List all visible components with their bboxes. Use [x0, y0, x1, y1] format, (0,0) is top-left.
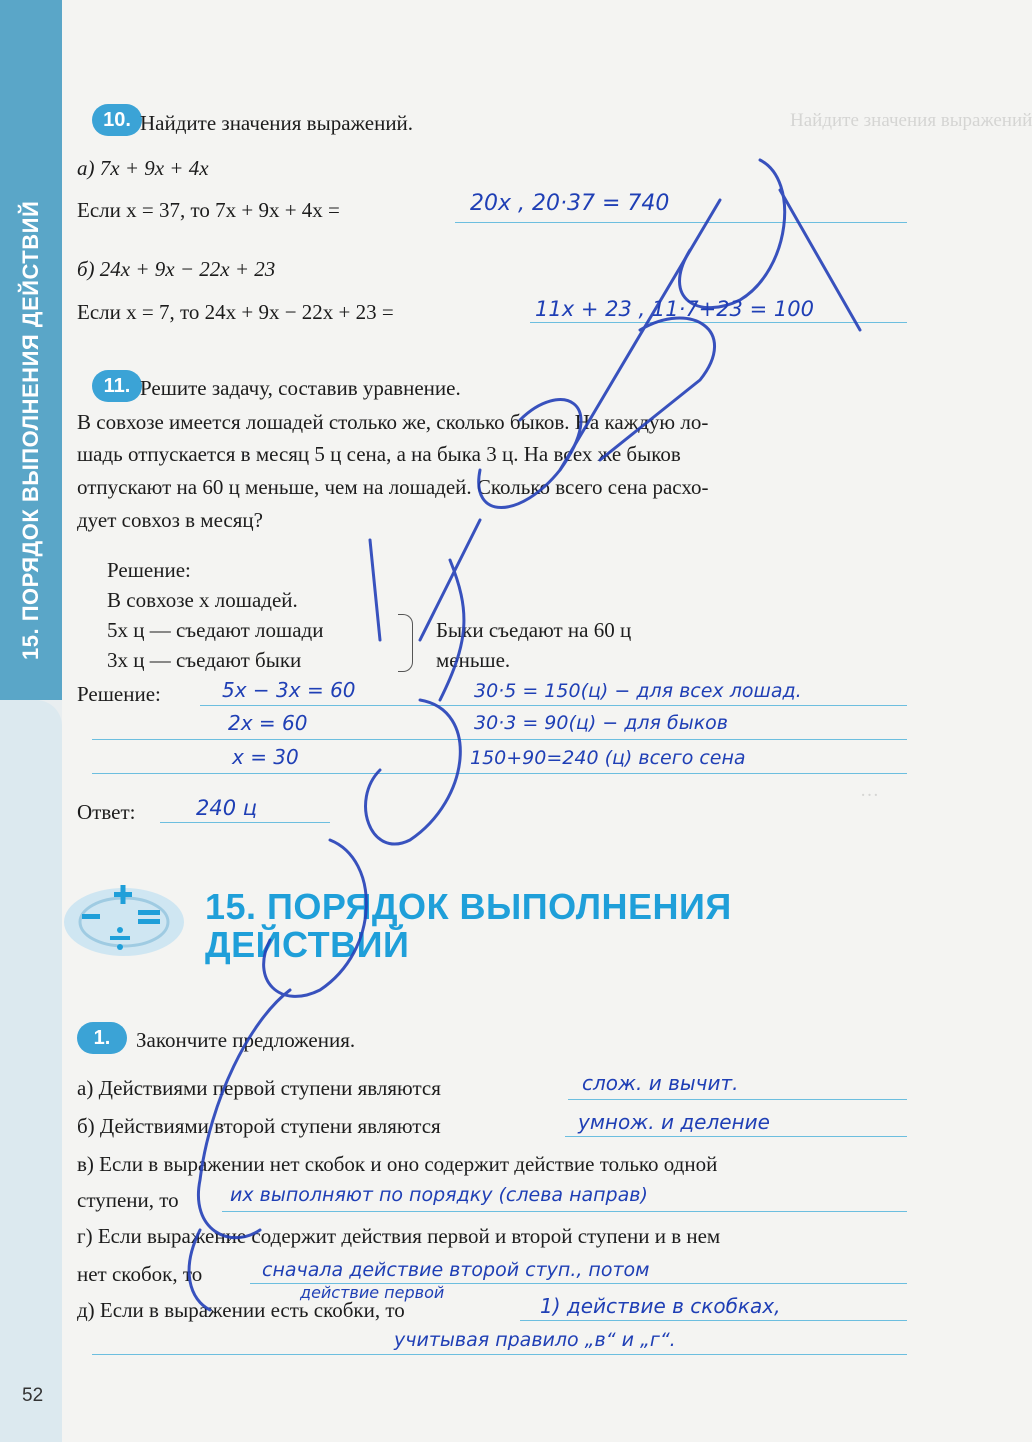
handwritten-equation: 2x = 60 — [228, 711, 308, 735]
answer-line — [222, 1211, 907, 1212]
handwritten-calculation: 150+90=240 (ц) всего сена — [470, 747, 746, 769]
task-number-badge: 11. — [92, 370, 142, 402]
expression-b: б) 24x + 9x − 22x + 23 — [77, 257, 276, 281]
brace-note: Быки съедают на 60 ц — [436, 618, 632, 642]
handwritten-answer: сначала действие второй ступ., потом — [262, 1259, 650, 1281]
handwritten-answer: слож. и вычит. — [582, 1071, 739, 1095]
page-number: 52 — [22, 1385, 44, 1406]
sentence-line: а) Действиями первой ступени являются — [77, 1076, 441, 1100]
sentence-line: г) Если выражение содержит действия первой и второй ступени и в нем — [77, 1224, 721, 1248]
problem-text-line: шадь отпускается в месяц 5 ц сена, а на быка 3 ц. На всех же быков — [77, 442, 681, 466]
section-title: 15. ПОРЯДОК ВЫПОЛНЕНИЯ — [205, 886, 732, 927]
task-number-badge: 1. — [77, 1022, 127, 1054]
answer-line — [455, 222, 907, 223]
answer-line — [565, 1136, 907, 1137]
sentence-line: нет скобок, то — [77, 1262, 203, 1286]
brace-note: меньше. — [436, 648, 511, 672]
section-title: ДЕЙСТВИЙ — [205, 924, 410, 965]
handwritten-answer: 1) действие в скобках, — [540, 1294, 781, 1318]
task-heading: Найдите значения выражений. — [140, 111, 414, 135]
solution-label: Решение: — [107, 558, 191, 582]
handwritten-equation: x = 30 — [232, 745, 299, 769]
handwritten-answer: 20x , 20·37 = 740 — [470, 191, 670, 216]
answer-line — [200, 705, 907, 706]
handwritten-answer: 11x + 23 , 11·7+23 = 100 — [535, 297, 814, 321]
answer-line — [568, 1099, 907, 1100]
bleed-through: Найдите значения выражений — [790, 110, 1032, 131]
answer-label: Ответ: — [77, 800, 136, 824]
bleed-through: … — [860, 780, 879, 801]
answer-line — [92, 739, 907, 740]
condition-b: Если x = 7, то 24x + 9x − 22x + 23 = — [77, 300, 394, 324]
condition-a: Если x = 37, то 7x + 9x + 4x = — [77, 198, 340, 222]
answer-line — [160, 822, 330, 823]
solution-line: 3x ц — съедают быки — [107, 648, 302, 672]
answer-line — [530, 322, 907, 323]
handwritten-answer: учитывая правило „в“ и „г“. — [394, 1329, 676, 1351]
sentence-line: ступени, то — [77, 1188, 179, 1212]
handwritten-calculation: 30·3 = 90(ц) − для быков — [474, 712, 729, 734]
arithmetic-icon — [62, 872, 192, 972]
solution-line: В совхозе x лошадей. — [107, 588, 298, 612]
task-heading: Закончите предложения. — [136, 1028, 356, 1052]
answer-line — [92, 773, 907, 774]
handwritten-answer: действие первой — [300, 1283, 445, 1302]
handwritten-calculation: 30·5 = 150(ц) − для всех лошад. — [474, 680, 802, 702]
problem-text-line: отпускают на 60 ц меньше, чем на лошадей. Сколько всего сена расхо- — [77, 475, 709, 499]
answer-line — [520, 1320, 907, 1321]
problem-text-line: В совхозе имеется лошадей столько же, сколько быков. На каждую ло- — [77, 410, 709, 434]
handwritten-answer: умнож. и деление — [578, 1110, 770, 1134]
task-heading: Решите задачу, составив уравнение. — [140, 376, 461, 400]
task-number-badge: 10. — [92, 104, 142, 136]
handwritten-equation: 5x − 3x = 60 — [222, 678, 356, 702]
sentence-line: б) Действиями второй ступени являются — [77, 1114, 441, 1138]
side-chapter-title: 15. ПОРЯДОК ВЫПОЛНЕНИЯ ДЕЙСТВИЙ — [18, 200, 43, 660]
sentence-line: д) Если в выражении есть скобки, то — [77, 1298, 405, 1322]
expression-a: а) 7x + 9x + 4x — [77, 156, 209, 180]
solution-line: 5x ц — съедают лошади — [107, 618, 324, 642]
side-bottom-tab — [0, 700, 62, 1442]
answer-line — [92, 1354, 907, 1355]
handwritten-answer: 240 ц — [196, 796, 258, 820]
solution-field-label: Решение: — [77, 682, 161, 706]
curly-brace — [398, 614, 413, 672]
sentence-line: в) Если в выражении нет скобок и оно содержит действие только одной — [77, 1152, 718, 1176]
problem-text-line: дует совхоз в месяц? — [77, 508, 263, 532]
handwritten-answer: их выполняют по порядку (слева направ) — [230, 1184, 648, 1206]
